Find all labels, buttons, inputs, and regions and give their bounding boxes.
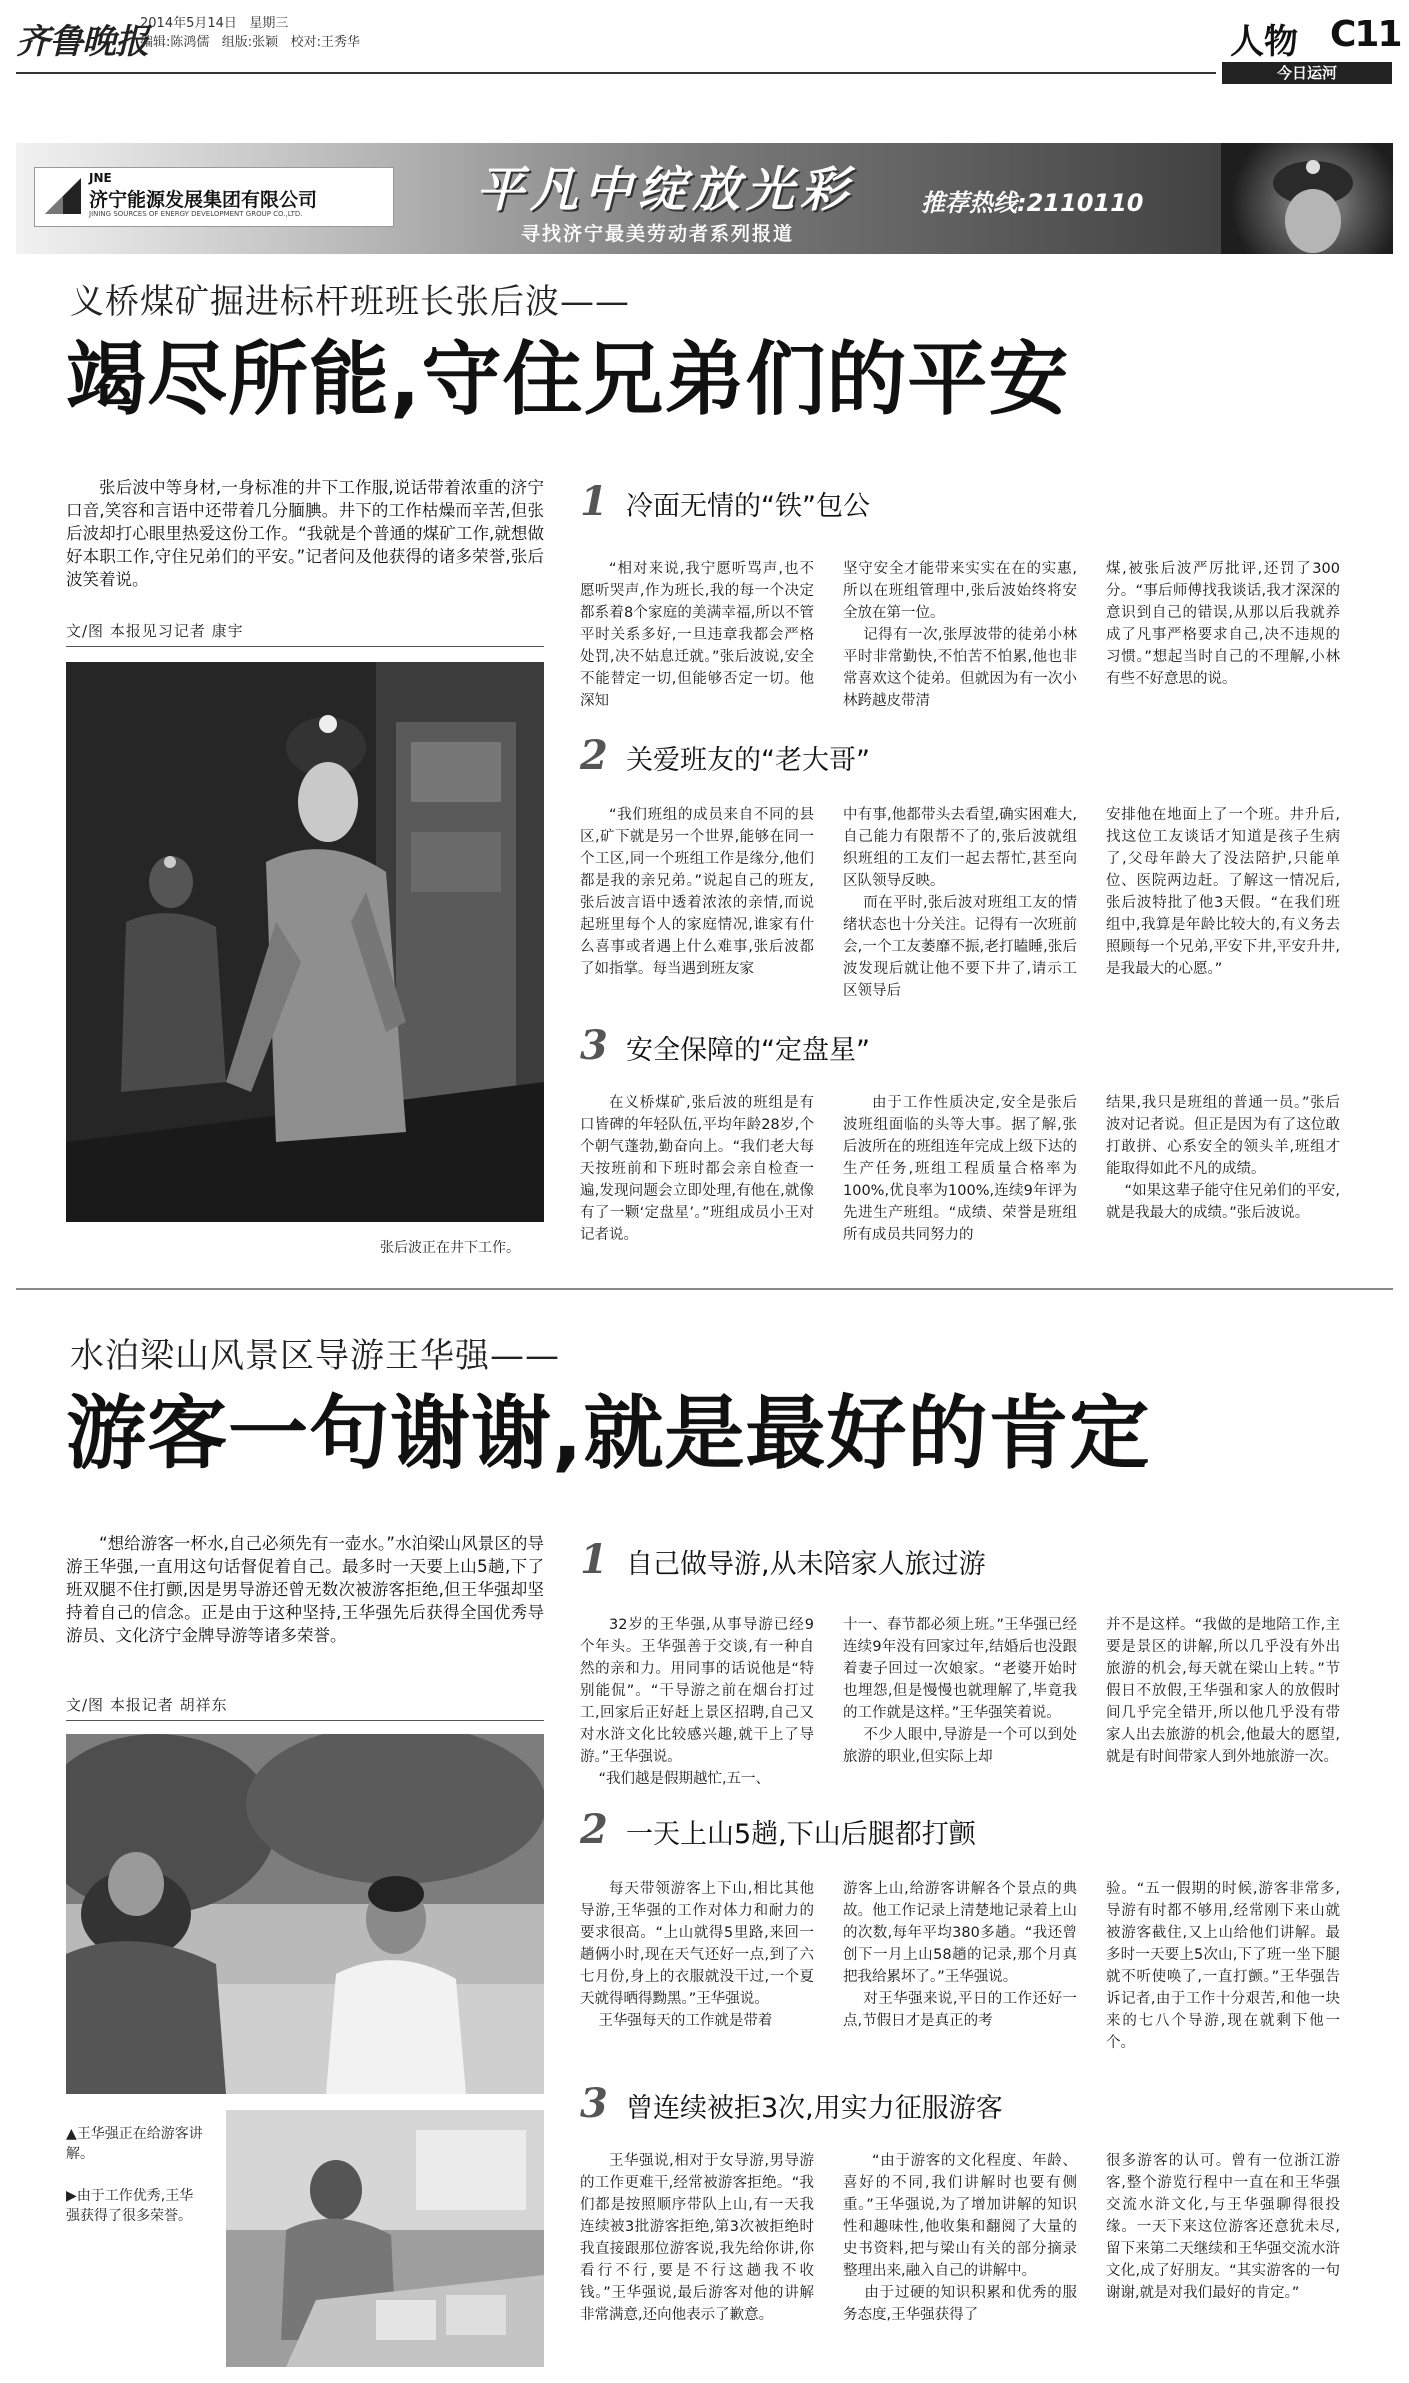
section-name: 人物 [1230,22,1298,62]
article1-section-3-col-1: 在义桥煤矿,张后波的班组是有口皆碑的年轻队伍,平均年龄28岁,个个朝气蓬勃,勤奋向上。“我们老大每天按班前和下班时都会亲自检查一遍,发现问题会立即处理,有他在,就像有了一颗‘定盘星’。”班组成员小王对记者说。 [580,1095,814,1243]
article2-photo-1 [66,1734,544,2094]
sponsor-box [34,167,394,227]
series-banner [16,143,1393,254]
banner-worker-photo [1221,143,1393,254]
section-title: 一天上山5趟,下山后腿都打颤 [626,1819,976,1850]
sponsor-logo-icon [43,176,83,216]
masthead-rule [16,72,1216,74]
section-title: 曾连续被拒3次,用实力征服游客 [626,2093,1003,2124]
article1-section-1-head [580,478,870,525]
article2-photo-2-caption: ▶由于工作优秀,王华强获得了很多荣誉。 [66,2188,194,2224]
section-title: 冷面无情的“铁”包公 [626,491,870,522]
layout-credit: 组版:张颖 [221,35,279,50]
banner-hotline: 推荐热线:2110110 [921,189,1144,217]
article1-photo-caption: 张后波正在井下工作。 [380,1240,520,1256]
article1-section-2-col-2: 中有事,他都带头去看望,确实困难大,自己能力有限帮不了的,张后波就组织班组的工友们一起去帮忙,甚至向区队领导反映。 而在平时,张后波对班组工友的情绪状态也十分关注。记得有一次班前会,一个工友萎靡不振,老打瞌睡,张后波发现后就让他不要下井了,请示工区领导后 [843,807,1078,999]
article2-section-2-col-1: 每天带领游客上下山,相比其他导游,王华强的工作对体力和耐力的要求很高。“上山就得5里路,来回一趟俩小时,现在天气还好一点,到了六七月份,身上的衣服就没干过,一个夏天就得晒得黝黑。”王华强说。 王华强每天的工作就是带着 [580,1881,814,2029]
article2-photo-2 [226,2110,544,2367]
issue-weekday: 星期三 [249,16,289,31]
section-number: 1 [580,1536,608,1583]
sponsor-abbr: JNE [89,171,112,185]
article1-headline: 竭尽所能,守住兄弟们的平安 [66,333,1070,426]
article1-section-1-col-1: “相对来说,我宁愿听骂声,也不愿听哭声,作为班长,我的每一个决定都系着8个家庭的美满幸福,所以不管平时关系多好,一旦违章我都会严格处罚,决不姑息迁就。”张后波说,安全不能替定一切,但能够否定一切。他深知 [580,561,814,709]
article1-section-2-col-1: “我们班组的成员来自不同的县区,矿下就是另一个世界,能够在同一个工区,同一个班组工作是缘分,他们都是我的亲兄弟。”说起自己的班友,张后波言语中透着浓浓的亲情,而说起班里每个人的家庭情况,谁家有什么喜事或者遇上什么难事,张后波都了如指掌。每当遇到班友家 [580,807,814,977]
article1-section-3-col-3: 结果,我只是班组的普通一员。”张后波对记者说。但正是因为有了这位敢打敢拼、心系安全的领头羊,班组才能取得如此不凡的成绩。 “如果这辈子能守住兄弟们的平安,就是我最大的成绩。”张后波说。 [1106,1095,1340,1221]
banner-series-title: 寻找济宁最美劳动者系列报道 [521,223,795,245]
section-number: 3 [580,1022,608,1069]
editor-credit: 编辑:陈鸿儒 [140,35,210,50]
article1-byline-rule [66,646,544,647]
sponsor-name-en: JINING SOURCES OF ENERGY DEVELOPMENT GROUP CO.,LTD. [89,210,303,218]
banner-slogan: 平凡中绽放光彩 [476,162,855,218]
article2-headline: 游客一句谢谢,就是最好的肯定 [66,1387,1151,1480]
article1-photo [66,662,544,1222]
article1-byline: 文/图 本报见习记者 康宇 [66,622,244,640]
article1-section-3-col-2: 由于工作性质决定,安全是张后波班组面临的头等大事。据了解,张后波所在的班组连年完成上级下达的生产任务,班组工程质量合格率为100%,优良率为100%,连续9年评为先进生产班组。“成绩、荣誉是班组所有成员共同努力的 [843,1095,1077,1243]
article1-kicker: 义桥煤矿掘进标杆班班长张后波—— [70,282,630,322]
edition-label: 今日运河 [1222,62,1392,84]
article2-section-2-col-3: 验。“五一假期的时候,游客非常多,导游有时都不够用,经常刚下来山就被游客截住,又上山给他们讲解。最多时一天要上5次山,下了班一坐下腿就不听使唤了,一直打颤。”王华强告诉记者,由于工作十分艰苦,和他一块来的七八个导游,现在就剩下他一个。 [1106,1881,1340,2051]
section-number: 1 [580,478,608,525]
article2-lead: “想给游客一杯水,自己必须先有一壶水。”水泊梁山风景区的导游王华强,一直用这句话督促着自己。最多时一天要上山5趟,下了班双腿不住打颤,因是男导游还曾无数次被游客拒绝,但王华强却坚持着自己的信念。正是由于这种坚持,王华强先后获得全国优秀导游员、文化济宁金牌导游等诸多荣誉。 [66,1534,544,1645]
article1-section-3-head [580,1022,870,1069]
article2-section-2-col-2: 游客上山,给游客讲解各个景点的典故。他工作记录上清楚地记录着上山的次数,每年平均380多趟。“我还曾创下一月上山58趟的记录,那个月真把我给累坏了。”王华强说。 对王华强来说,平日的工作还好一点,节假日才是真正的考 [843,1881,1078,2029]
article2-byline: 文/图 本报记者 胡祥东 [66,1696,228,1714]
issue-info [140,14,360,52]
article2-byline-rule [66,1720,544,1721]
article2-section-3-col-2: “由于游客的文化程度、年龄、喜好的不同,我们讲解时也要有侧重。”王华强说,为了增加讲解的知识性和趣味性,他收集和翻阅了大量的史书资料,把与梁山有关的部分摘录整理出来,融入自己的讲解中。 由于过硬的知识积累和优秀的服务态度,王华强获得了 [843,2153,1078,2323]
article1-section-1-col-3: 煤,被张后波严厉批评,还罚了300分。“事后师傅找我谈话,我才深深的意识到自己的错误,从那以后我就养成了凡事严格要求自己,决不违规的习惯。”想起当时自己的不理解,小林有些不好意思的说。 [1106,561,1340,687]
section-title: 安全保障的“定盘星” [626,1035,870,1066]
article2-photo-1-caption: ▲王华强正在给游客讲解。 [66,2126,203,2162]
article2-section-1-col-3: 并不是这样。“我做的是地陪工作,主要是景区的讲解,所以几乎没有外出旅游的机会,每天就在梁山上转。”节假日不放假,王华强和家人的放假时间几乎完全错开,所以他几乎没有带家人出去旅游的机会,他最大的愿望,就是有时间带家人到外地旅游一次。 [1106,1617,1340,1765]
section-number: 2 [580,732,608,779]
article2-section-3-col-3: 很多游客的认可。曾有一位浙江游客,整个游览行程中一直在和王华强交流水浒文化,与王华强聊得很投缘。一天下来这位游客还意犹未尽,留下来第二天继续和王华强交流水浒文化,成了好朋友。“其实游客的一句谢谢,就是对我们最好的肯定。” [1106,2153,1340,2301]
proof-credit: 校对:王秀华 [290,35,360,50]
section-number: 3 [580,2080,608,2127]
article1-lead: 张后波中等身材,一身标准的井下工作服,说话带着浓重的济宁口音,笑容和言语中还带着几分腼腆。井下的工作枯燥而辛苦,但张后波却打心眼里热爱这份工作。“我就是个普通的煤矿工作,就想做好本职工作,守住兄弟们的平安。”记者问及他获得的诸多荣誉,张后波笑着说。 [66,478,544,589]
article2-section-3-col-1: 王华强说,相对于女导游,男导游的工作更难干,经常被游客拒绝。“我们都是按照顺序带队上山,有一天我连续被3批游客拒绝,第3次被拒绝时我直接跟那位游客说,我先给你讲,你看行不行,要是不行这趟我不收钱。”王华强说,最后游客对他的讲解非常满意,还向他表示了歉意。 [580,2153,814,2323]
page-number: C11 [1330,14,1401,55]
article2-section-3-head [580,2080,1003,2127]
paper-logo: 齐鲁晚报 [16,22,148,62]
section-number: 2 [580,1806,608,1853]
section-title: 关爱班友的“老大哥” [626,745,870,776]
article1-section-2-head [580,732,870,779]
section-title: 自己做导游,从未陪家人旅过游 [626,1549,986,1580]
article2-kicker: 水泊梁山风景区导游王华强—— [70,1336,560,1376]
article2-section-2-head [580,1806,976,1853]
article2-section-1-col-1: 32岁的王华强,从事导游已经9个年头。王华强善于交谈,有一种自然的亲和力。用同事的话说他是“特别能侃”。“干导游之前在烟台打过工,回家后正好赶上景区招聘,自己又对水浒文化比较感兴趣,就干上了导游。”王华强说。 “我们越是假期越忙,五一、 [580,1617,814,1787]
issue-date: 2014年5月14日 [140,16,237,31]
article1-section-2-col-3: 安排他在地面上了一个班。井升后,找这位工友谈话才知道是孩子生病了,父母年龄大了没法陪护,只能单位、医院两边赶。了解这一情况后,张后波特批了他3天假。“在我们班组中,我算是年龄比较大的,有义务去照顾每一个兄弟,平安下井,平安升井,是我最大的心愿。” [1106,807,1340,977]
sponsor-name: 济宁能源发展集团有限公司 [89,189,318,211]
article1-section-1-col-2: 坚守安全才能带来实实在在的实惠,所以在班组管理中,张后波始终将安全放在第一位。 记得有一次,张厚波带的徒弟小林平时非常勤快,不怕苦不怕累,他也非常喜欢这个徒弟。但就因为有一次小林跨越皮带清 [843,561,1078,709]
article-divider [16,1288,1393,1290]
article2-section-1-head [580,1536,986,1583]
article2-section-1-col-2: 十一、春节都必须上班。”王华强已经连续9年没有回家过年,结婚后也没跟着妻子回过一次娘家。“老婆开始时也埋怨,但是慢慢也就理解了,毕竟我的工作就是这样。”王华强笑着说。 不少人眼中,导游是一个可以到处旅游的职业,但实际上却 [843,1617,1078,1765]
